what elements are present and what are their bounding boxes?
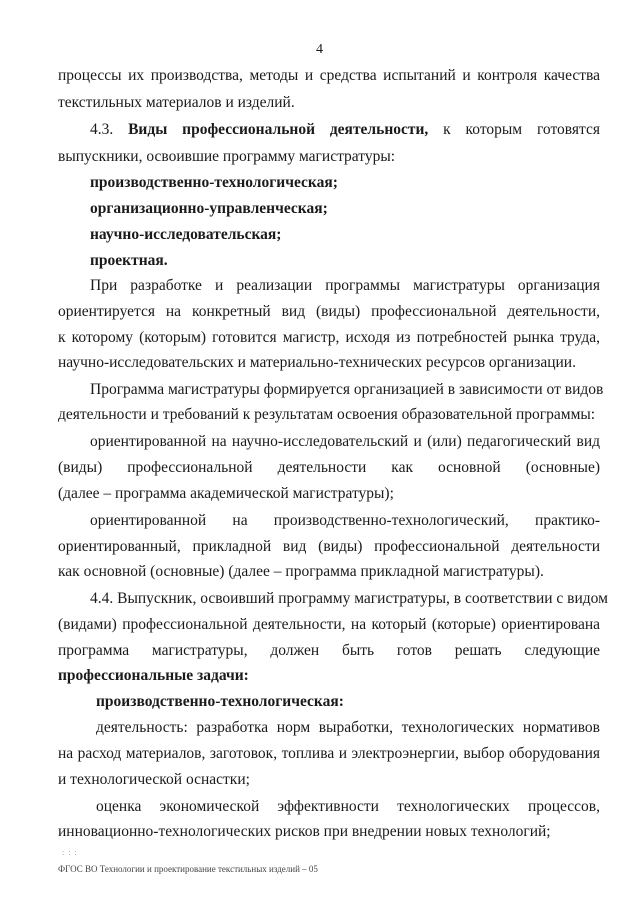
text-line: оценка экономической эффективности технологических процессов, xyxy=(96,798,600,815)
text-line: инновационно-технологических рисков при внедрении новых технологий; xyxy=(58,823,551,840)
section-title-rest: к которым готовятся xyxy=(443,121,600,138)
text-line: процессы их производства, методы и средства испытаний и контроля качества xyxy=(58,67,600,84)
text-line: деятельности и требований к результатам освоения образовательной программы: xyxy=(58,406,596,423)
activity-type: производственно-технологическая; xyxy=(90,174,338,191)
text-line: ориентированной на научно-исследовательский и (или) педагогический вид xyxy=(90,433,600,450)
section-title: Виды профессиональной деятельности, xyxy=(128,121,429,138)
text-line: выпускники, освоившие программу магистратуры: xyxy=(58,148,396,165)
section-4-3-heading xyxy=(90,120,600,140)
text-line: и технологической оснастки; xyxy=(58,771,250,788)
activity-type: научно-исследовательская; xyxy=(90,226,282,243)
text-line: научно-исследовательских и материально-технических ресурсов организации. xyxy=(58,354,576,371)
text-line: (далее – программа академической магистратуры); xyxy=(58,485,394,502)
text-line: ориентированный, прикладной вид (виды) профессиональной деятельности xyxy=(58,538,600,555)
subsection-heading: производственно-технологическая: xyxy=(96,693,344,710)
text-line: При разработке и реализации программы магистратуры организация xyxy=(90,277,600,294)
text-line: текстильных материалов и изделий. xyxy=(58,94,295,111)
footer: ФГОС ВО Технологии и проектирование текстильных изделий – 05 xyxy=(58,864,318,874)
text-line: деятельность: разработка норм выработки, технологических нормативов xyxy=(96,719,600,736)
text-line: (виды) профессиональной деятельности как основной (основные) xyxy=(58,459,600,476)
page-number: 4 xyxy=(316,42,323,57)
text-line: ориентированной на производственно-технологический, практико- xyxy=(90,512,600,529)
section-number: 4.3. xyxy=(90,121,114,138)
text-line: к которому (которым) готовится магистр, исходя из потребностей рынка труда, xyxy=(58,329,600,346)
activity-type: организационно-управленческая; xyxy=(90,200,328,217)
text-line: Программа магистратуры формируется организацией в зависимости от видов xyxy=(90,381,604,398)
text-line: ориентируется на конкретный вид (виды) профессиональной деятельности, xyxy=(58,303,600,320)
text-line: как основной (основные) (далее – программа прикладной магистратуры). xyxy=(58,563,544,580)
text-line: на расход материалов, заготовок, топлива и электроэнергии, выбор оборудования xyxy=(58,745,600,762)
text-line: (видами) профессиональной деятельности, на который (которые) ориентирована xyxy=(58,616,600,633)
text-line: программа магистратуры, должен быть готов решать следующие xyxy=(58,642,600,659)
text-line: 4.4. Выпускник, освоивший программу магистратуры, в соответствии с видом xyxy=(90,590,608,607)
activity-type: проектная. xyxy=(90,252,168,269)
scan-marks: : : : xyxy=(62,848,78,857)
text-line: профессиональные задачи: xyxy=(58,667,249,684)
